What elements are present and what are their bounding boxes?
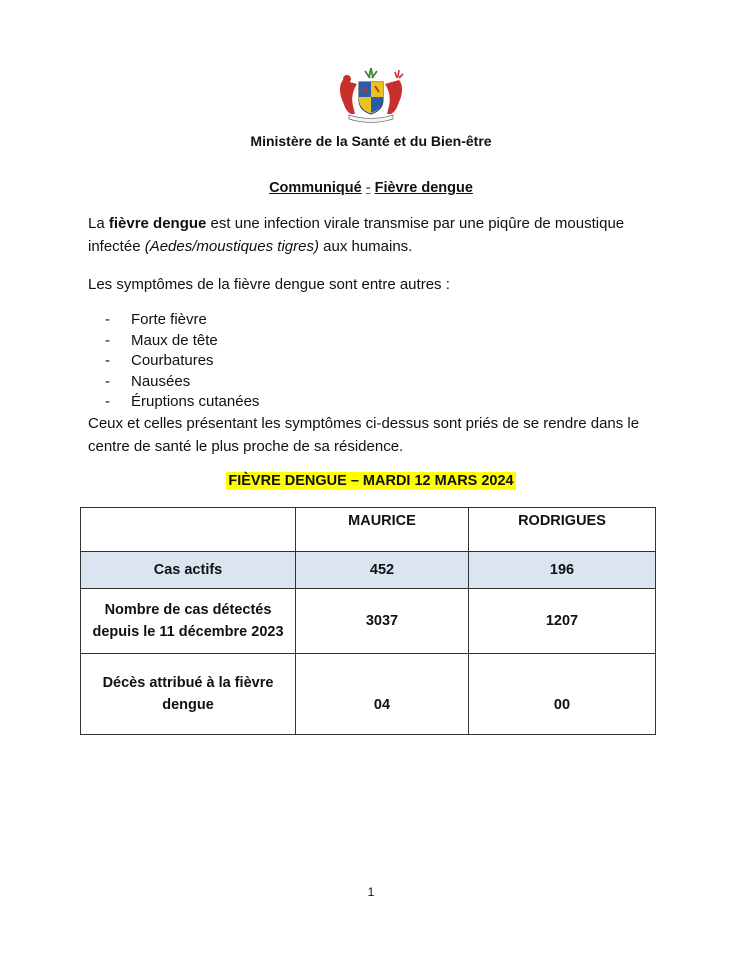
bullet: - <box>105 331 110 349</box>
bullet: - <box>105 393 110 410</box>
table-title <box>0 472 742 490</box>
table-header-row <box>81 508 656 552</box>
header-cell: RODRIGUES <box>469 508 656 552</box>
row-label: Nombre de cas détectés depuis le 11 décembre 2023 <box>81 589 296 654</box>
coat-of-arms-icon <box>335 66 407 124</box>
symptom-text: Forte fièvre <box>131 311 207 328</box>
bullet: - <box>105 352 110 369</box>
list-item <box>105 372 259 393</box>
table-cell: 04 <box>296 654 469 735</box>
page-number: 1 <box>367 885 375 899</box>
intro-part2: est une infection virale transmise par une piqûre de moustique infectée <box>88 215 625 255</box>
symptom-text: Maux de tête <box>131 331 218 349</box>
intro-part3: aux humains. <box>318 238 413 255</box>
dengue-stats-table <box>80 507 656 735</box>
symptom-text: Éruptions cutanées <box>131 393 260 410</box>
communique-title <box>0 180 742 196</box>
row-label: Décès attribué à la fièvre dengue <box>81 654 296 735</box>
intro-paragraph <box>88 212 668 258</box>
intro-italic: (Aedes/moustiques tigres) <box>144 238 319 255</box>
row-label: Cas actifs <box>81 552 296 589</box>
list-item <box>105 310 259 331</box>
header-cell <box>81 508 296 552</box>
bullet: - <box>105 372 110 390</box>
list-item <box>105 392 259 413</box>
ministry-name: Ministère de la Santé et du Bien-être <box>250 133 492 149</box>
symptom-text: Nausées <box>131 372 191 390</box>
table-cell: 3037 <box>296 589 469 654</box>
bullet: - <box>105 311 110 328</box>
table-cell: 452 <box>296 552 469 589</box>
table-cell: 00 <box>469 654 656 735</box>
table-title-text: FIÈVRE DENGUE – MARDI 12 MARS 2024 <box>228 473 514 489</box>
table-row <box>81 589 656 654</box>
table-row <box>81 552 656 589</box>
intro-bold: fièvre dengue <box>108 215 207 232</box>
title-right: Fièvre dengue <box>374 180 473 196</box>
symptom-list <box>105 310 259 413</box>
title-left: Communiqué <box>269 180 362 196</box>
title-dash: - <box>365 180 371 196</box>
symptoms-lead: Les symptômes de la fièvre dengue sont entre autres : <box>88 276 450 293</box>
table-cell: 196 <box>469 552 656 589</box>
intro-part1: La <box>88 215 109 232</box>
advice-paragraph: Ceux et celles présentant les symptômes ci-dessus sont priés de se rendre dans le centre de santé le plus proche de sa résidence. <box>88 415 640 455</box>
table-cell: 1207 <box>469 589 656 654</box>
symptom-text: Courbatures <box>131 352 214 369</box>
header-cell: MAURICE <box>296 508 469 552</box>
list-item <box>105 331 259 352</box>
list-item <box>105 351 259 372</box>
table-row <box>81 654 656 735</box>
